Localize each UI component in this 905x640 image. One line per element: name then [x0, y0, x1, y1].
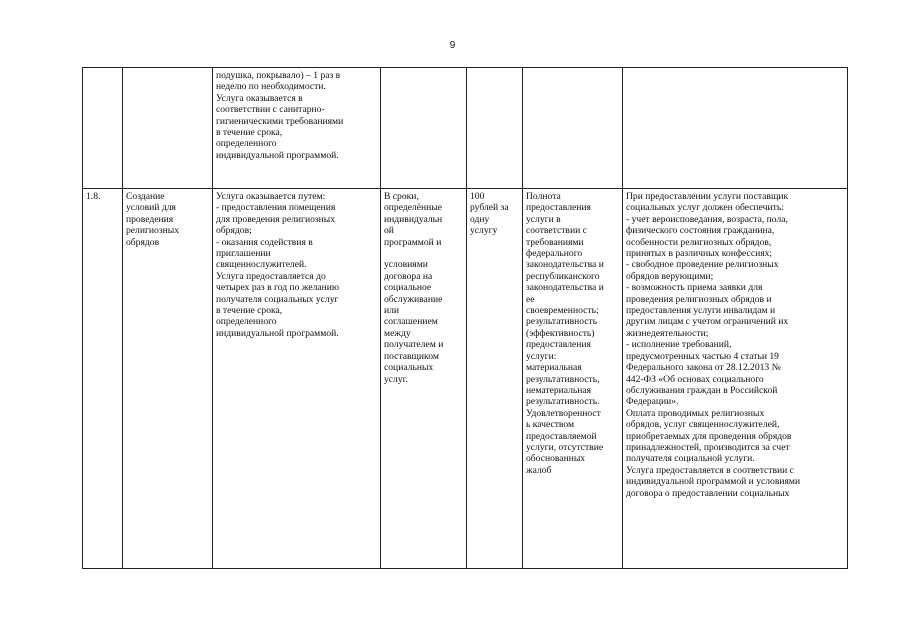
- text-line: Услуга оказывается путем:: [216, 191, 326, 202]
- text-line: Федерации».: [626, 396, 679, 408]
- text-line: нематериальная: [526, 384, 592, 396]
- text-line: физического состояния гражданина,: [626, 225, 775, 237]
- text-line: предусмотренных частью 4 статьи 19: [626, 350, 779, 362]
- text-line: получателем и: [384, 339, 444, 351]
- text-line: 442-ФЗ «Об основах социального: [626, 373, 764, 385]
- cell-terms: [381, 68, 467, 189]
- text-line: проведения: [126, 213, 174, 225]
- text-line: для проведения религиозных: [216, 213, 336, 225]
- text-line: Оплата проводимых религиозных: [626, 407, 765, 419]
- text-line: Услуга предоставляется до: [216, 270, 326, 282]
- text-line: между: [384, 327, 411, 339]
- text-line: обрядов верующими;: [626, 270, 714, 282]
- text-line: ой: [384, 225, 394, 237]
- text-line: При предоставлении услуги поставщик: [626, 191, 789, 202]
- cell-service-name: [123, 189, 213, 569]
- page-number: 9: [449, 40, 456, 51]
- cell-service-description: [213, 68, 381, 189]
- text-line: требованиями: [526, 236, 584, 248]
- text-line: социальное: [384, 282, 432, 294]
- text-line: обслуживание: [384, 293, 443, 305]
- text-line: результативность.: [526, 396, 600, 408]
- table-row-1-8: [83, 189, 848, 569]
- text-line: Федерального закона от 28.12.2013 №: [626, 362, 781, 374]
- text-line: индивидуальной программой.: [216, 327, 339, 339]
- text-line: ь качеством: [526, 419, 575, 431]
- text-line: условиями: [384, 259, 428, 271]
- text-line: особенности религиозных обрядов,: [626, 236, 772, 248]
- cell-service-description: [213, 189, 381, 569]
- text-line: услугу: [470, 225, 498, 237]
- text-line: Услуга предоставляется в соответствии с: [626, 464, 794, 476]
- text-line: получателя социальной услуги.: [626, 453, 755, 465]
- text-line: соглашением: [384, 316, 438, 328]
- text-line: материальная: [526, 362, 582, 374]
- text-line: приглашении: [216, 248, 271, 260]
- text-line: своевременность;: [526, 305, 599, 317]
- text-line: получателя социальных услуг: [216, 293, 339, 305]
- text-line: Полнота: [526, 191, 561, 202]
- text-line: религиозных: [126, 225, 180, 237]
- text-line: соответствии с санитарно-: [216, 104, 325, 116]
- cell-price: [467, 68, 523, 189]
- text-line: ее: [526, 293, 535, 305]
- text-line: обрядов: [126, 236, 160, 248]
- cell-number: [83, 68, 123, 189]
- text-line: неделю по необходимости.: [216, 81, 326, 93]
- text-line: четырех раз в год по желанию: [216, 282, 340, 294]
- cell-conditions: [623, 68, 848, 189]
- text-line: результативность,: [526, 373, 600, 385]
- text-line: - оказания содействия в: [216, 236, 313, 248]
- text-line: - свободное проведение религиозных: [626, 259, 779, 271]
- cell-conditions: [623, 189, 848, 569]
- text-line: Создание: [126, 191, 165, 202]
- text-line: условий для: [126, 202, 176, 214]
- text-line: определённые: [384, 202, 443, 214]
- text-line: в течение срока,: [216, 127, 283, 139]
- text-line: услуги в: [526, 213, 561, 225]
- text-line: или: [384, 305, 400, 317]
- text-line: результативность: [526, 316, 598, 328]
- text-line: программой и: [384, 236, 442, 248]
- text-line: определенного: [216, 138, 277, 150]
- text-line: другим лицам с учетом ограничений их: [626, 316, 789, 328]
- text-line: - возможность приема заявки для: [626, 282, 763, 294]
- text-line: поставщиком: [384, 350, 439, 362]
- text-line: индивидуальной программой и условиями: [626, 476, 801, 488]
- text-line: обрядов, услуг священнослужителей,: [626, 419, 780, 431]
- text-line: федерального: [526, 248, 583, 260]
- text-line: предоставления: [526, 339, 591, 351]
- text-line: определенного: [216, 316, 277, 328]
- text-line: одну: [470, 213, 490, 225]
- text-line: предоставляемой: [526, 430, 597, 442]
- text-line: - учет вероисповедания, возраста, пола,: [626, 213, 788, 225]
- cell-number: [83, 189, 123, 569]
- row-number: 1.8.: [86, 191, 101, 202]
- text-line: обслуживания граждан в Российской: [626, 384, 778, 396]
- text-line: республиканского: [526, 270, 600, 282]
- text-line: жалоб: [526, 464, 552, 476]
- text-line: 100: [470, 191, 485, 202]
- text-line: Удовлетворенност: [526, 407, 601, 419]
- text-line: гигиеническими требованиями: [216, 115, 344, 127]
- text-line: - исполнение требований,: [626, 339, 732, 351]
- cell-quality: [523, 189, 623, 569]
- text-line: рублей за: [470, 202, 509, 214]
- text-line: услуги:: [526, 350, 557, 362]
- text-line: социальных: [384, 362, 434, 374]
- text-line: предоставления услуги инвалидам и: [626, 305, 776, 317]
- text-line: (эффективность): [526, 327, 595, 339]
- table-row-continuation: [83, 68, 848, 189]
- text-line: принятых в различных конфессиях;: [626, 248, 773, 260]
- text-line: приобретаемых для проведения обрядов: [626, 430, 792, 442]
- text-line: услуги, отсутствие: [526, 441, 604, 453]
- text-line: в течение срока,: [216, 305, 283, 317]
- text-line: обрядов;: [216, 225, 252, 237]
- text-line: [384, 248, 465, 259]
- text-line: жизнедеятельности;: [626, 327, 709, 339]
- text-line: В сроки,: [384, 191, 419, 202]
- text-line: индивидуальн: [384, 213, 443, 225]
- text-line: обоснованных: [526, 453, 586, 465]
- text-line: подушка, покрывало) – 1 раз в: [216, 70, 341, 81]
- text-line: священнослужителей.: [216, 259, 307, 271]
- cell-terms: [381, 189, 467, 569]
- text-line: Услуга оказывается в: [216, 92, 303, 104]
- cell-service-name: [123, 68, 213, 189]
- text-line: соответствии с: [526, 225, 587, 237]
- text-line: индивидуальной программой.: [216, 149, 339, 161]
- text-line: законодательства и: [526, 259, 604, 271]
- cell-price: [467, 189, 523, 569]
- text-line: услуг.: [384, 373, 408, 385]
- services-table: [82, 67, 848, 569]
- text-line: проведения религиозных обрядов и: [626, 293, 772, 305]
- text-line: социальных услуг должен обеспечить:: [626, 202, 784, 214]
- text-line: предоставления: [526, 202, 591, 214]
- text-line: договора о предоставлении социальных: [626, 487, 790, 499]
- cell-quality: [523, 68, 623, 189]
- text-line: законодательства и: [526, 282, 604, 294]
- text-line: - предоставления помещения: [216, 202, 336, 214]
- text-line: договора на: [384, 270, 433, 282]
- text-line: принадлежностей, производится за счет: [626, 441, 790, 453]
